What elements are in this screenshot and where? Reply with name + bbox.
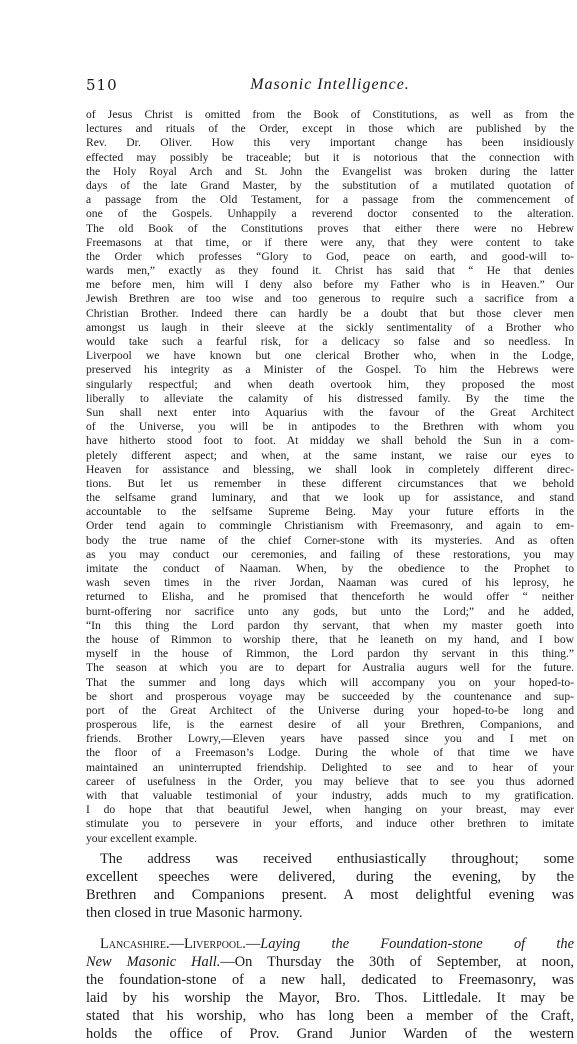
text-line: Rev. Dr. Oliver. How this very important change has been insidiously (86, 136, 574, 150)
text-line: stated that his worship, who has long been a member of the Craft, (86, 1008, 574, 1025)
text-line: of Jesus Christ is omitted from the Book of Constitutions, as well as from the (86, 108, 574, 121)
text-line: wash seven times in the river Jordan, Naaman was cured of his leprosy, he (86, 576, 574, 590)
text-line: liberally to alleviate the calamity of his distressed family. By the time the (86, 391, 574, 405)
text-line: lectures and rituals of the Order, except in those which are published by the (86, 122, 574, 136)
text-line: myself in the house of Rimmon, the Lord pardon thy servant in this thing.” (86, 647, 574, 661)
text-line: tions. But let us remember in these different circumstances that we behold (86, 476, 574, 490)
running-title: Masonic Intelligence. (250, 76, 410, 93)
text-line: me before men, him will I deny also before my Father who is in Heaven.” Our (86, 278, 574, 292)
text-line: then closed in true Masonic harmony. (86, 905, 303, 922)
closing-paragraph (86, 850, 574, 923)
text-line: port of the Great Architect of the Universe during your hoped-to-be long and (86, 703, 574, 717)
text-line: The address was received enthusiastically throughout; some (100, 850, 574, 867)
text-line: as you may conduct our ceremonies, and failing of these restorations, you may (86, 547, 574, 561)
text-line: The old Book of the Constitutions proves that either there were no Hebrew (86, 221, 574, 235)
text-line: holds the office of Prov. Grand Junior Warden of the western (86, 1026, 574, 1043)
text-line: Sun shall next enter into Aquarius with the favour of the Great Architect (86, 405, 574, 419)
address-text (86, 108, 574, 846)
text-line: with that valuable testimonial of your industry, adds much to my gratification. (86, 789, 574, 802)
text-line: effected may possibly be traceable; but it is notorious that the connection with (86, 150, 574, 164)
text-line: the house of Rimmon to worship there, that he leaneth on my hand, and I bow (86, 632, 574, 646)
text-line: the Order which professes “Glory to God, peace on earth, and good-will to- (86, 249, 574, 263)
text-line: laid by his worship the Mayor, Bro. Thos. Littledale. It may be (86, 990, 574, 1007)
page-header (86, 76, 574, 98)
text-line: The season at which you are to depart for Australia augurs well for the future. (86, 661, 574, 675)
report-title: Laying the Foundation-stone of the (260, 935, 574, 952)
text-line: have hitherto stood foot to foot. At midday we shall behold the Sun in a com- (86, 434, 574, 448)
text-line: preserved his integrity as a Minister of the Gospel. To him the Hebrews were (86, 363, 574, 377)
page-number: 510 (86, 76, 118, 94)
text-line: friends. Brother Lowry,—Eleven years have passed since you and I met on (86, 732, 574, 746)
page (86, 76, 574, 1044)
dash: — (169, 935, 185, 952)
text-line: Jewish Brethren are too wise and too generous to require such a sacrifice from a (86, 292, 574, 306)
lancashire-heading-line (86, 935, 574, 953)
text-line: Heaven for assistance and blessing, we shall look in completely different direc- (86, 462, 574, 476)
text-line: the Holy Royal Arch and St. John the Evangelist was broken during the latter (86, 164, 574, 178)
text-line: accountable to the selfsame Supreme Being. May your future efforts in the (86, 505, 574, 519)
section-gap (86, 923, 574, 931)
text-line: days of the late Grand Master, by the substitution of a mutilated quotation of (86, 178, 574, 192)
text-line: career of usefulness in the Order, you may believe that to see you thus adorned (86, 774, 574, 788)
text-line: I do hope that that beautiful Jewel, when hanging on your breast, may ever (86, 803, 574, 817)
text-line: the foundation-stone of a new hall, dedicated to Freemasonry, was (86, 971, 574, 988)
text-line: would take such a fearful risk, for a delicacy so false and so needless. In (86, 335, 574, 348)
dash: — (245, 935, 261, 952)
text-line: “In this thing the Lord pardon thy servant, that when my master goeth into (86, 618, 574, 632)
town-label: Liverpool. (184, 935, 246, 952)
lancashire-report (86, 935, 574, 1044)
text-line: your excellent example. (86, 831, 198, 845)
text-line: singularly respectful; and when death overtook him, they proposed the most (86, 377, 574, 391)
lancashire-body (86, 971, 574, 1044)
lancashire-line-2 (86, 953, 574, 971)
text-line: a passage from the Old Testament, for a passage from the commencement of (86, 193, 574, 207)
text-line: prosperous life, is the earnest desire of all your Brethren, Companions, and (86, 718, 574, 732)
text-line: the selfsame grand luminary, and that we look up for assistance, and stand (86, 491, 574, 505)
report-title-cont: New Masonic Hall. (86, 953, 221, 970)
county-label: Lancashire. (100, 935, 170, 952)
text-line: of the Universe, you will be in antipodes to the Brethren with whom you (86, 420, 574, 434)
text-line: stimulate you to persevere in your efforts, and induce other brethren to imitate (86, 817, 574, 831)
text-line: be short and prosperous voyage may be succeeded by the countenance and sup- (86, 689, 574, 703)
text-line: body the true name of the chief Corner-stone with its mysteries. And as often (86, 533, 574, 547)
text-line: the floor of a Freemason’s Lodge. During the whole of that time we have (86, 746, 574, 760)
text-line: excellent speeches were delivered, during the evening, by the (86, 868, 574, 885)
text-line: wards men,” exactly as they found it. Christ has said that “ He that denies (86, 264, 574, 278)
text-line: maintained an uninterrupted friendship. Delighted to see and to hear of your (86, 760, 574, 774)
text-line: Freemasons at that time, or if there were any, that they were content to take (86, 235, 574, 249)
text-line: burnt-offering nor sacrifice unto any gods, but unto the Lord;” and he added, (86, 604, 574, 618)
text-line: Brethren and Companions present. A most delightful evening was (86, 887, 574, 904)
text-line: pletely different aspect; and when, at the same instant, we raise our eyes to (86, 448, 574, 462)
text-line: amongst us laugh in their sleeve at the sickly sentimentality of a Brother who (86, 320, 574, 334)
text-line: imitate the conduct of Naaman. When, by the obedience to the Prophet to (86, 562, 574, 575)
text-line: Christian Brother. Indeed there can hardly be a doubt that but those clever men (86, 306, 574, 320)
text-line: Order tend again to commingle Christianism with Freemasonry, and again to em- (86, 519, 574, 533)
text-line: Liverpool we have known but one clerical Brother who, when in the Lodge, (86, 349, 574, 363)
text-line: one of the Gospels. Unhappily a reverend doctor consented to the alteration. (86, 207, 574, 221)
text-line: That the summer and long days which will accompany you on your hoped-to- (86, 675, 574, 689)
text-line: returned to Elisha, and he promised that thenceforth he would offer “ neither (86, 590, 574, 604)
report-text: —On Thursday the 30th of September, at noon, (220, 953, 574, 970)
